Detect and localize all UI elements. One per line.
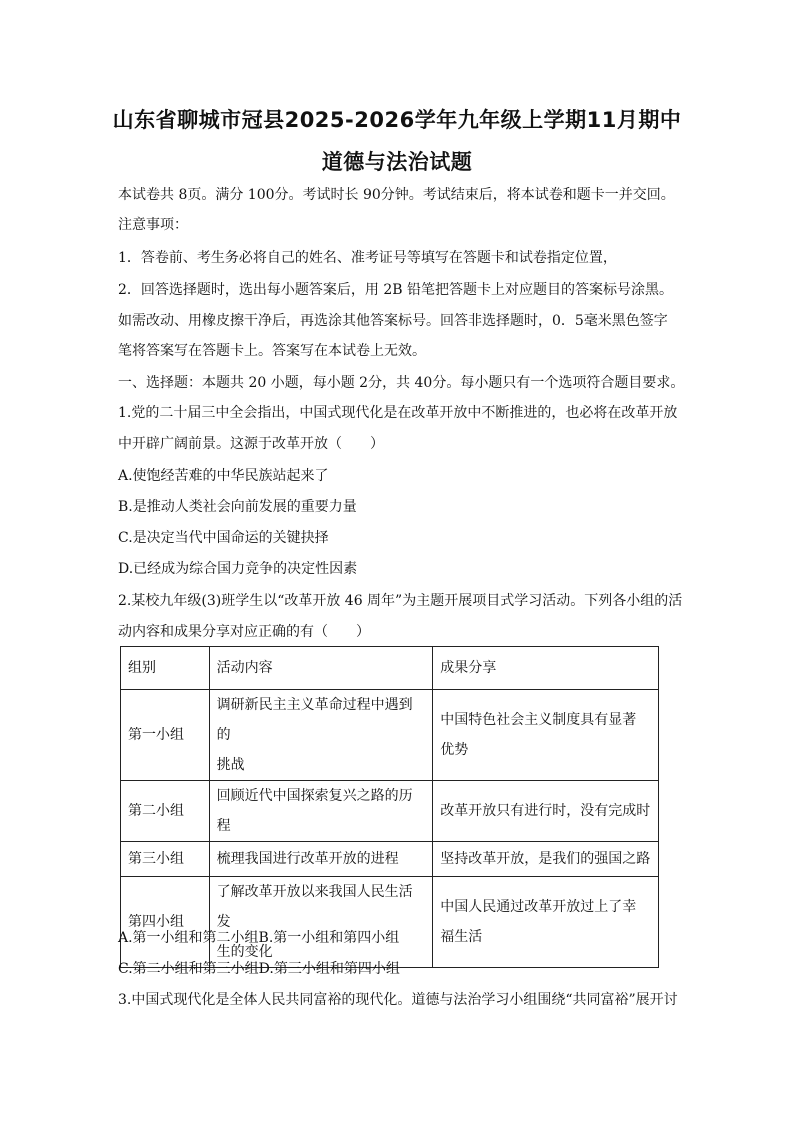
notice-item-2-line-1: 2．回答选择题时，选出每小题答案后，用 2B 铅笔把答题卡上对应题目的答案标号涂黑。 (118, 282, 674, 298)
section-heading: 一、选择题：本题共 20 小题，每小题 2分，共 40分。每小题只有一个选项符合题目要求。 (118, 375, 685, 391)
table-cell-activity (209, 877, 433, 968)
table-cell-group: 第一小组 (121, 690, 210, 781)
q1-stem-line-2: 中开辟广阔前景。这源于改革开放（ ） (118, 436, 384, 452)
table-header-row (121, 647, 659, 690)
cell-line: 挑战 (216, 757, 245, 773)
table-cell-group: 第四小组 (121, 877, 210, 968)
cell-line: 福生活 (440, 929, 483, 945)
q1-option-d: D.已经成为综合国力竞争的决定性因素 (118, 561, 358, 577)
q2-options-line-1: A.第一小组和第二小组B.第一小组和第四小组 (118, 930, 400, 946)
q1-option-a: A.使饱经苦难的中华民族站起来了 (118, 468, 329, 484)
table-row (121, 877, 659, 968)
q1-option-b: B.是推动人类社会向前发展的重要力量 (118, 499, 357, 515)
table-cell-group: 第三小组 (121, 842, 210, 877)
exam-subtitle: 道德与法治试题 (321, 150, 473, 174)
cell-line: 了解改革开放以来我国人民生活发 (216, 884, 413, 930)
table-cell-result (433, 690, 659, 781)
table-cell-activity (209, 690, 433, 781)
table-row (121, 781, 659, 842)
notice-heading: 注意事项： (118, 217, 188, 233)
table-header-cell: 活动内容 (209, 647, 433, 690)
notice-item-2-line-2: 如需改动、用橡皮擦干净后，再选涂其他答案标号。回答非选择题时，0．5毫米黑色签字 (118, 313, 668, 329)
table-cell-group: 第二小组 (121, 781, 210, 842)
table-cell-activity: 回顾近代中国探索复兴之路的历程 (209, 781, 433, 842)
q2-stem-line-1: 2.某校九年级(3)班学生以“改革开放 46 周年”为主题开展项目式学习活动。下列各小组的活 (118, 593, 683, 609)
q2-table (120, 646, 659, 968)
table-cell-result: 坚持改革开放，是我们的强国之路 (433, 842, 659, 877)
cell-line: 调研新民主主义革命过程中遇到的 (216, 697, 413, 743)
table-header-cell: 成果分享 (433, 647, 659, 690)
table-row (121, 842, 659, 877)
cell-line: 中国特色社会主义制度具有显著 (440, 712, 637, 728)
q3-stem-line-1: 3.中国式现代化是全体人民共同富裕的现代化。道德与法治学习小组围绕“共同富裕”展开讨 (118, 992, 678, 1008)
exam-title: 山东省聊城市冠县2025-2026学年九年级上学期11月期中 (112, 108, 682, 132)
table-cell-result: 改革开放只有进行时，没有完成时 (433, 781, 659, 842)
notice-item-2-line-3: 笔将答案写在答题卡上。答案写在本试卷上无效。 (118, 343, 426, 359)
q2-stem-line-2: 动内容和成果分享对应正确的有（ ） (118, 624, 370, 640)
q1-option-c: C.是决定当代中国命运的关键抉择 (118, 530, 329, 546)
notice-item-1: 1．答卷前、考生务必将自己的姓名、准考证号等填写在答题卡和试卷指定位置， (118, 250, 617, 266)
table-header-cell: 组别 (121, 647, 210, 690)
cell-line: 中国人民通过改革开放过上了幸 (440, 899, 637, 915)
cell-line: 优势 (440, 742, 469, 758)
cell-line: 生的变化 (216, 944, 273, 960)
table-cell-result (433, 877, 659, 968)
exam-info: 本试卷共 8页。满分 100分。考试时长 90分钟。考试结束后，将本试卷和题卡一并交回。 (118, 187, 675, 203)
table-cell-activity: 梳理我国进行改革开放的进程 (209, 842, 433, 877)
q1-stem-line-1: 1.党的二十届三中全会指出，中国式现代化是在改革开放中不断推进的，也必将在改革开放 (118, 405, 678, 421)
table-row (121, 690, 659, 781)
q2-options-line-2: C.第二小组和第三小组D.第三小组和第四小组 (118, 961, 400, 977)
